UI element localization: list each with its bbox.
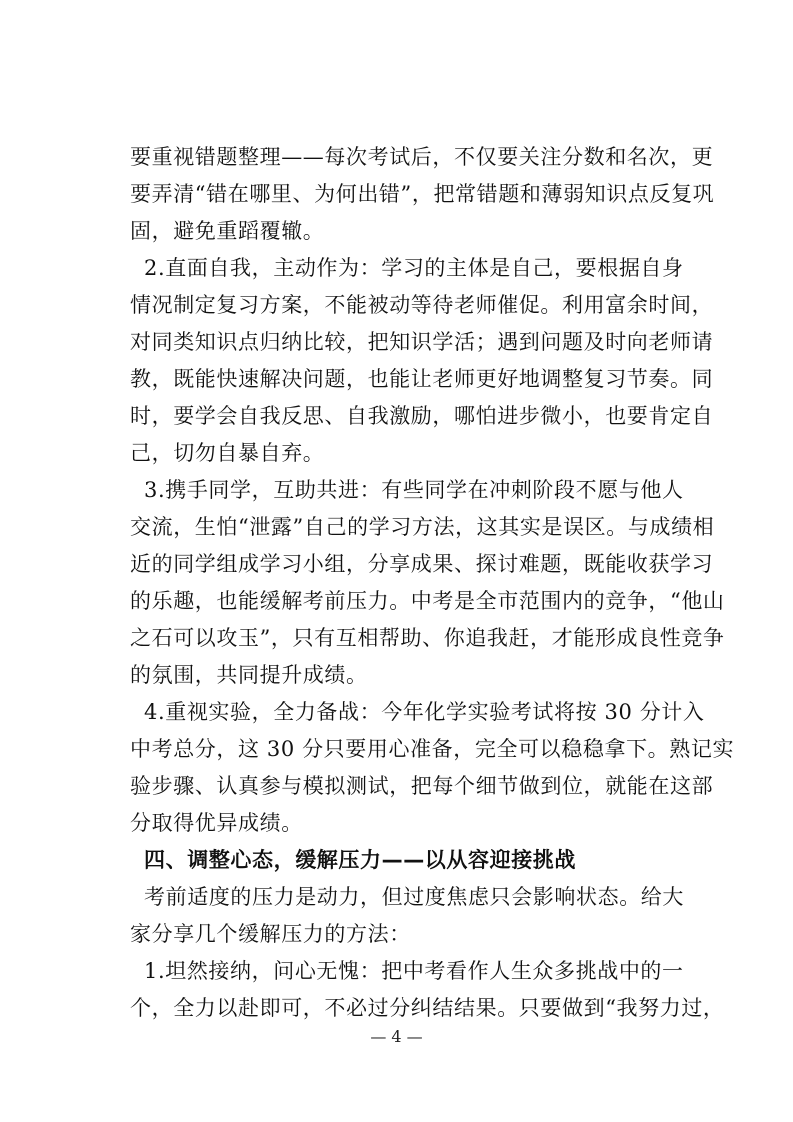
body-text-line: 固，避免重蹈覆辙。 — [130, 219, 325, 243]
body-text-line: 个，全力以赴即可，不必过分纠结结果。只要做到“我努力过， — [130, 996, 725, 1020]
body-text-line: 己，切勿自暴自弃。 — [130, 441, 325, 465]
body-text-line: 的氛围，共同提升成绩。 — [130, 663, 368, 687]
body-text-line: 验步骤、认真参与模拟测试，把每个细节做到位，就能在这部 — [130, 774, 714, 798]
body-text-line: 教，既能快速解决问题，也能让老师更好地调整复习节奏。同 — [130, 367, 714, 391]
paragraph-1-start: 1.坦然接纳，问心无愧：把中考看作人生众多挑战中的一 — [144, 959, 684, 983]
body-text-line: 要重视错题整理——每次考试后，不仅要关注分数和名次，更 — [130, 145, 714, 169]
page-number: — 4 — — [370, 1027, 423, 1046]
body-text-line: 家分享几个缓解压力的方法： — [130, 922, 411, 946]
body-text-line: 要弄清“错在哪里、为何出错”，把常错题和薄弱知识点反复巩 — [130, 182, 715, 206]
body-text-line: 时，要学会自我反思、自我激励，哪怕进步微小，也要肯定自 — [130, 404, 714, 428]
body-text-line: 情况制定复习方案，不能被动等待老师催促。利用富余时间， — [130, 293, 714, 317]
section-heading: 四、调整心态，缓解压力——以从容迎接挑战 — [144, 848, 576, 872]
paragraph-3-start: 3.携手同学，互助共进：有些同学在冲刺阶段不愿与他人 — [144, 478, 684, 502]
body-text-line: 分取得优异成绩。 — [130, 811, 303, 835]
body-text-line: 对同类知识点归纳比较，把知识学活；遇到问题及时向老师请 — [130, 330, 714, 354]
body-text-line: 中考总分，这 30 分只要用心准备，完全可以稳稳拿下。熟记实 — [130, 737, 735, 761]
paragraph-2-start: 2.直面自我，主动作为：学习的主体是自己，要根据自身 — [144, 256, 684, 280]
body-text-line: 的乐趣，也能缓解考前压力。中考是全市范围内的竞争，“他山 — [130, 589, 725, 613]
body-text-line: 近的同学组成学习小组，分享成果、探讨难题，既能收获学习 — [130, 552, 714, 576]
body-text-line: 交流，生怕“泄露”自己的学习方法，这其实是误区。与成绩相 — [130, 515, 715, 539]
paragraph-4-start: 4.重视实验，全力备战：今年化学实验考试将按 30 分计入 — [144, 700, 705, 724]
paragraph-intro-start: 考前适度的压力是动力，但过度焦虑只会影响状态。给大 — [144, 885, 684, 909]
body-text-line: 之石可以攻玉”，只有互相帮助、你追我赶，才能形成良性竞争 — [130, 626, 725, 650]
